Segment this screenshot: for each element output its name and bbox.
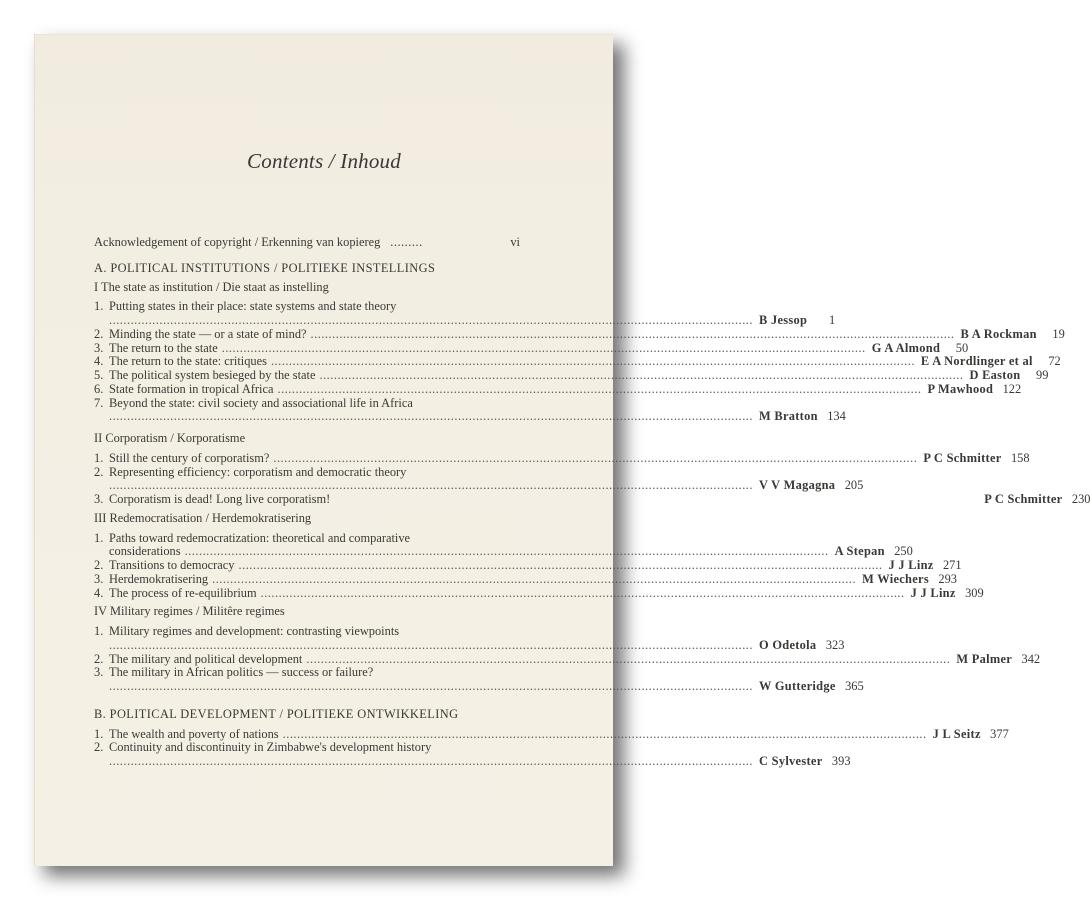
section-b-list xyxy=(94,726,1009,769)
leader-dots: ................................................................................................................................................................................... xyxy=(260,585,905,600)
entry-title: State formation in tropical Africa xyxy=(109,381,274,396)
entry-title: Representing efficiency: corporatism and democratic theory xyxy=(109,464,407,479)
entry-title-continued: considerations xyxy=(109,544,181,559)
section-heading-a: A. POLITICAL INSTITUTIONS / POLITIEKE INSTELLINGS xyxy=(94,260,436,275)
entry-author: P C Schmitter xyxy=(923,450,1002,465)
entry-title: Transitions to democracy xyxy=(109,558,235,572)
page-number: 377 xyxy=(990,726,1009,741)
page-number: 158 xyxy=(1010,450,1030,465)
toc-entry-continuation[interactable] xyxy=(94,478,864,493)
entry-author: V V Magagna xyxy=(758,478,836,493)
entry-title: Military regimes and development: contrasting viewpoints xyxy=(109,624,400,638)
toc-entry[interactable] xyxy=(94,450,1030,466)
entry-number: 1. xyxy=(94,299,104,314)
page-number: vi xyxy=(510,235,520,249)
toc-entry[interactable] xyxy=(94,726,1009,742)
leader-dots: ................................................................................................................................................................................... xyxy=(238,558,883,572)
entry-number: 3. xyxy=(94,665,104,680)
entry-number: 1. xyxy=(94,450,104,465)
toc-entry[interactable] xyxy=(94,651,1041,667)
entry-title: Herdemokratisering xyxy=(109,571,209,586)
toc-entry[interactable] xyxy=(94,532,520,546)
leader-dots: ................................................................................................................................................................................... xyxy=(282,726,927,741)
part-i-list xyxy=(94,299,1065,424)
section-heading-b: B. POLITICAL DEVELOPMENT / POLITIEKE ONTWIKKELING xyxy=(94,706,459,721)
page-title: Contents / Inhoud xyxy=(247,149,401,173)
entry-title: The military in African politics — success or failure? xyxy=(109,665,374,680)
toc-entry-continuation[interactable] xyxy=(94,679,864,694)
leader-dots: ................................................................................................................................................................................... xyxy=(109,754,753,768)
entry-title: The return to the state xyxy=(109,340,218,355)
page-number: 230 xyxy=(1071,492,1090,506)
entry-number: 1. xyxy=(94,726,104,741)
entry-author: B Jessop xyxy=(758,313,808,327)
entry-title: The military and political development xyxy=(109,651,303,666)
entry-title: Continuity and discontinuity in Zimbabwe's development history xyxy=(109,740,432,755)
entry-number: 4. xyxy=(94,354,104,369)
entry-author: J L Seitz xyxy=(932,726,981,741)
entry-number: 7. xyxy=(94,395,104,410)
entry-number: 2. xyxy=(94,558,104,572)
entry-number: 2. xyxy=(94,651,104,666)
entry-author: W Gutteridge xyxy=(758,679,836,693)
entry-title: Paths toward redemocratization: theoretical and comparative xyxy=(109,530,411,545)
entry-number: 6. xyxy=(94,381,104,396)
page-number: 271 xyxy=(942,558,962,572)
entry-number: 5. xyxy=(94,368,104,382)
leader-dots: ................................................................................................................................................................................... xyxy=(277,381,922,396)
entry-author: E A Nordlinger et al xyxy=(920,354,1033,369)
entry-author: A Stepan xyxy=(834,544,885,559)
toc-entry[interactable] xyxy=(94,397,520,411)
entry-number: 4. xyxy=(94,585,104,600)
entry-title: Putting states in their place: state systems and state theory xyxy=(109,299,397,314)
entry-number: 3. xyxy=(94,492,104,506)
entry-author: C Sylvester xyxy=(758,754,823,768)
toc-entry[interactable] xyxy=(94,666,520,680)
page-number: 72 xyxy=(1048,354,1061,369)
entry-author: B A Rockman xyxy=(960,326,1037,341)
entry-number: 1. xyxy=(94,624,104,638)
entry-number: 1. xyxy=(94,530,104,545)
part-heading-iii: III Redemocratisation / Herdemokratisering xyxy=(94,510,312,525)
page-number: 293 xyxy=(938,571,957,586)
entry-author: M Wiechers xyxy=(862,571,929,586)
entry-author: P Mawhood xyxy=(927,381,994,396)
toc-entry-continuation[interactable] xyxy=(94,637,845,653)
leader-dots: ................................................................................................................................................................................... xyxy=(273,450,918,465)
toc-entry[interactable] xyxy=(94,585,984,601)
entry-number: 3. xyxy=(94,340,104,355)
toc-entry[interactable] xyxy=(94,381,1022,397)
entry-author: M Palmer xyxy=(956,651,1013,666)
part-ii-list xyxy=(94,450,1090,507)
leader-dots: ......... xyxy=(390,235,423,249)
entry-title: Beyond the state: civil society and associational life in Africa xyxy=(109,395,413,410)
leader-dots: ................................................................................................................................................................................... xyxy=(270,354,915,369)
entry-title: The wealth and poverty of nations xyxy=(109,726,279,741)
page-number: 393 xyxy=(831,754,851,768)
entry-title: Acknowledgement of copyright / Erkenning van kopiereg xyxy=(94,235,381,249)
part-heading-ii: II Corporatism / Korporatisme xyxy=(94,431,246,445)
page-number: 250 xyxy=(894,544,913,559)
page-number: 365 xyxy=(845,679,864,693)
entry-number: 3. xyxy=(94,571,104,586)
leader-dots: ................................................................................................................................................................................... xyxy=(306,651,951,666)
entry-author: J J Linz xyxy=(888,558,934,572)
part-iv-list xyxy=(94,624,1041,694)
entry-author: M Bratton xyxy=(758,409,818,424)
toc-entry[interactable] xyxy=(94,466,520,480)
toc-entry-continuation[interactable] xyxy=(94,754,851,769)
leader-dots: ................................................................................................................................................................................... xyxy=(212,571,857,586)
toc-entry[interactable] xyxy=(94,571,957,587)
toc-entry[interactable] xyxy=(94,625,520,639)
book-page xyxy=(34,34,1090,866)
toc-entry[interactable] xyxy=(94,326,1065,342)
entry-title: Still the century of corporatism? xyxy=(109,450,270,465)
page-number: 19 xyxy=(1052,326,1065,341)
leader-dots: ................................................................................................................................................................................... xyxy=(109,679,753,693)
entry-author: D Easton xyxy=(969,368,1021,382)
page-number: 122 xyxy=(1002,381,1022,396)
entry-title: Minding the state — or a state of mind? xyxy=(109,326,307,341)
table-of-contents xyxy=(94,235,1090,769)
leader-dots: ................................................................................................................................................................................... xyxy=(109,478,753,493)
page-number: 342 xyxy=(1021,651,1041,666)
toc-entry[interactable] xyxy=(94,354,1061,369)
toc-entry-continuation[interactable] xyxy=(94,409,846,424)
toc-entry-acknowledgement[interactable] xyxy=(94,236,520,250)
page-number: 323 xyxy=(825,637,845,652)
page-number: 99 xyxy=(1036,368,1049,382)
page-number: 1 xyxy=(828,313,836,327)
entry-title: The return to the state: critiques xyxy=(109,354,267,369)
leader-dots: ................................................................................................................................................................................... xyxy=(109,637,753,652)
toc-entry[interactable] xyxy=(94,741,520,755)
entry-number: 2. xyxy=(94,740,104,755)
leader-dots: ................................................................................................................................................................................... xyxy=(310,326,955,341)
leader-dots: ................................................................................................................................................................................... xyxy=(319,368,964,382)
entry-author: P C Schmitter xyxy=(984,492,1063,506)
entry-number: 2. xyxy=(94,326,104,341)
toc-entry[interactable] xyxy=(94,340,969,356)
toc-entry-continuation[interactable] xyxy=(94,544,913,559)
leader-dots: ................................................................................................................................................................................... xyxy=(109,409,753,424)
toc-entry[interactable] xyxy=(94,300,520,314)
entry-title: The political system besieged by the state xyxy=(109,368,316,382)
part-iii-list xyxy=(94,530,984,601)
page-number: 309 xyxy=(965,585,984,600)
entry-title: Corporatism is dead! Long live corporatism! xyxy=(109,492,331,506)
leader-dots: ................................................................................................................................................................................... xyxy=(221,340,866,355)
toc-entry[interactable] xyxy=(94,368,1049,383)
part-heading-iv: IV Military regimes / Militêre regimes xyxy=(94,604,285,619)
entry-number: 2. xyxy=(94,464,104,479)
page-number: 134 xyxy=(827,409,846,424)
entry-title: The process of re-equilibrium xyxy=(109,585,257,600)
entry-author: O Odetola xyxy=(758,637,817,652)
entry-author: J J Linz xyxy=(910,585,956,600)
leader-dots: ................................................................................................................................................................................... xyxy=(184,544,829,559)
part-heading-i: I The state as institution / Die staat as instelling xyxy=(94,279,329,294)
toc-entry[interactable] xyxy=(94,492,1090,507)
entry-author: G A Almond xyxy=(871,340,941,355)
toc-entry-continuation[interactable] xyxy=(94,313,836,328)
page-number: 50 xyxy=(955,340,969,355)
leader-dots: ................................................................................................................................................................................... xyxy=(109,313,753,327)
page-number: 205 xyxy=(844,478,864,493)
toc-entry[interactable] xyxy=(94,558,962,573)
